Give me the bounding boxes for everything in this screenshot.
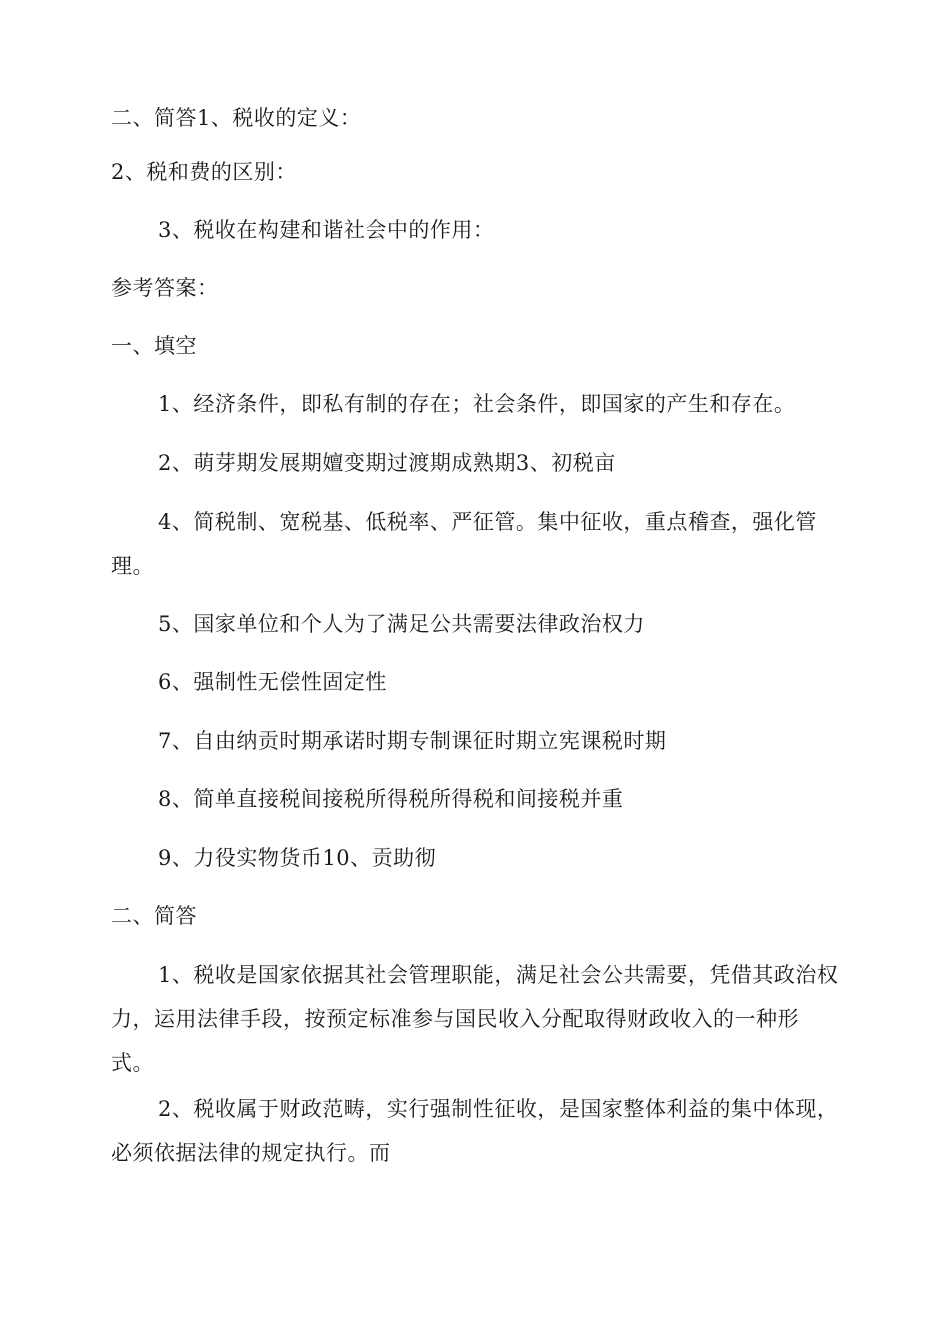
section-1-heading: 一、填空 <box>111 334 197 358</box>
answer-9-10: 9、力役实物货币10、贡助彻 <box>158 846 437 870</box>
question-3: 3、税收在构建和谐社会中的作用： <box>158 218 495 242</box>
answer-1: 1、经济条件，即私有制的存在；社会条件，即国家的产生和存在。 <box>158 392 796 416</box>
section-2-question-heading: 二、简答1、税收的定义： <box>111 106 362 130</box>
answer-5: 5、国家单位和个人为了满足公共需要法律政治权力 <box>158 612 645 636</box>
answer-4: 4、简税制、宽税基、低税率、严征管。集中征收，重点稽查，强化管理。 <box>111 510 817 578</box>
section-2-answer-heading: 二、简答 <box>111 904 197 928</box>
short-answer-1: 1、税收是国家依据其社会管理职能，满足社会公共需要，凭借其政治权力，运用法律手段，按预定标准参与国民收入分配取得财政收入的一种形式。 <box>111 963 839 1075</box>
question-2: 2、税和费的区别： <box>111 160 297 184</box>
answers-heading: 参考答案： <box>111 276 219 300</box>
answer-2-3: 2、萌芽期发展期嬗变期过渡期成熟期3、初税亩 <box>158 451 616 475</box>
answer-6: 6、强制性无偿性固定性 <box>158 670 387 694</box>
answer-7: 7、自由纳贡时期承诺时期专制课征时期立宪课税时期 <box>158 729 667 753</box>
short-answer-2: 2、税收属于财政范畴，实行强制性征收，是国家整体利益的集中体现，必须依据法律的规定执行。而 <box>111 1097 839 1165</box>
answer-8: 8、简单直接税间接税所得税所得税和间接税并重 <box>158 787 624 811</box>
